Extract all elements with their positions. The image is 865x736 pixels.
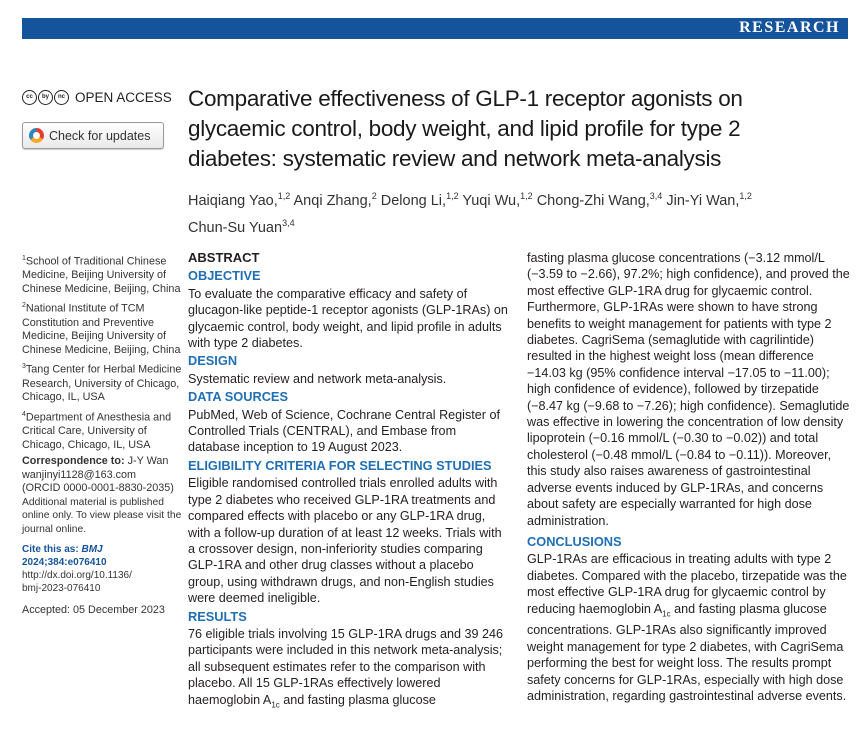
author-list: [188, 185, 828, 239]
conclusions-text: GLP-1RAs are efficacious in treating adults with type 2 diabetes. Compared with the placebo, tirzepatide was the most effective GLP-1RA drug for glycaemic control by reducing haemoglobin $A_{1c}$ and fasting plasma glucose concentrations. GLP-1RAs also significantly improved weight management for type 2 diabetes, with CagriSema performing the best for weight loss. The results prompt safety concerns for GLP-1RAs, especially with high dose administration, regarding gastrointestinal adverse events.: [527, 552, 847, 704]
cc-icon: cc: [22, 90, 37, 105]
accepted-date: Accepted: 05 December 2023: [22, 603, 165, 616]
by-icon: by: [38, 90, 53, 105]
check-for-updates-button[interactable]: [22, 122, 164, 149]
affiliation: $^1$School of Traditional Chinese Medicine, Beijing University of Chinese Medicine, Beijing, China: [22, 255, 181, 295]
eligibility-heading: ELIGIBILITY CRITERIA FOR SELECTING STUDIES: [188, 457, 492, 473]
cite-journal: BMJ: [81, 543, 103, 555]
author[interactable]: Delong Li,$^{1,2}$: [380, 191, 459, 209]
abstract-column-2: [527, 250, 853, 706]
data-sources-text: PubMed, Web of Science, Cochrane Central Register of Controlled Trials (CENTRAL), and Embase from database inception to 19 August 2023.: [188, 407, 500, 455]
cite-label: Cite this as:: [22, 543, 79, 555]
results-heading: RESULTS: [188, 608, 247, 624]
doi-link[interactable]: http://dx.doi.org/10.1136/: [22, 569, 132, 581]
author[interactable]: Chong-Zhi Wang,$^{3,4}$: [536, 191, 663, 209]
correspondence: [22, 455, 182, 469]
affiliation: $^2$National Institute of TCM Constitution and Preventive Medicine, Beijing University of Chinese Medicine, Beijing, China: [22, 302, 181, 356]
design-heading: DESIGN: [188, 353, 238, 369]
open-access-badge[interactable]: [22, 88, 172, 106]
author[interactable]: Jin-Yi Wan,$^{1,2}$: [666, 191, 752, 209]
orcid-link[interactable]: (ORCID 0000-0001-8830-2035): [22, 482, 174, 495]
additional-material-note: Additional material is published online only. To view please visit the journal online.: [22, 496, 182, 536]
creative-commons-license-icon: [22, 90, 69, 105]
results-text: 76 eligible trials involving 15 GLP-1RA drugs and 39 246 participants were included in this network meta-analysis; all subsequent estimates refer to the comparison with placebo. All 15 GLP-1RAs effectively lowered haemoglobin $A_{1c}$ and fasting plasma glucose: [188, 626, 504, 710]
email-link[interactable]: wanjinyi1128@163.com: [22, 468, 136, 481]
correspondence-name: J-Y Wan: [127, 455, 169, 468]
author[interactable]: Yuqi Wu,$^{1,2}$: [462, 191, 533, 209]
author[interactable]: Anqi Zhang,$^2$: [293, 191, 377, 209]
affiliation: $^4$Department of Anesthesia and Critical Care, University of Chicago, Chicago, IL, USA: [22, 410, 172, 451]
correspondence-label: Correspondence to:: [22, 455, 125, 468]
author[interactable]: Haiqiang Yao,$^{1,2}$: [188, 191, 291, 209]
article-title: Comparative effectiveness of GLP-1 receptor agonists on glycaemic control, body weight, and lipid profile for type 2 diabetes: systematic review and network meta-analysis: [188, 86, 743, 171]
check-for-updates-label: Check for updates: [49, 128, 151, 143]
design-text: Systematic review and network meta-analysis.: [188, 371, 447, 386]
abstract-heading: ABSTRACT: [188, 250, 260, 265]
nc-icon: nc: [54, 90, 69, 105]
affiliation: $^3$Tang Center for Herbal Medicine Research, University of Chicago, Chicago, IL, USA: [22, 363, 182, 404]
open-access-label: OPEN ACCESS: [75, 89, 172, 105]
article-sidebar: [22, 252, 182, 617]
doi-link-cont[interactable]: bmj-2023-076410: [22, 582, 101, 594]
section-banner: [22, 18, 848, 39]
objective-text: To evaluate the comparative efficacy and safety of glucagon-like peptide-1 receptor agonists (GLP-1RAs) on glycaemic control, body weight, and lipid profile in adults with type 2 diabetes.: [188, 286, 508, 351]
eligibility-text: Eligible randomised controlled trials enrolled adults with type 2 diabetes who received GLP-1RA treatments and compared effects with placebo or any GLP-1RA drug, with a follow-up duration of at least 12 weeks. Trials with a crossover design, non-inferiority studies comparing GLP-1RA and other drug classes without a placebo group, using withdrawn drugs, and non-English studies were deemed ineligible.: [188, 476, 502, 606]
conclusions-heading: CONCLUSIONS: [527, 533, 622, 549]
results-text-continued: fasting plasma glucose concentrations (−3.12 mmol/L (−3.59 to −2.66), 97.2%; high confidence), and proved the most effective GLP-1RA drug for glycaemic control. Furthermore, GLP-1RAs were shown to have strong benefits to weight management for patients with type 2 diabetes. CagriSema (semaglutide with cagrilintide) resulted in the highest weight loss (mean difference −14.03 kg (95% confidence interval −17.05 to −11.00); high confidence of evidence), followed by tirzepatide (−8.47 kg (−9.68 to −7.26); high confidence). Semaglutide was effective in lowering the concentration of low density lipoprotein (−0.16 mmol/L (−0.30 to −0.02)) and total cholesterol (−0.48 mmol/L (−0.84 to −0.11)). Moreover, this study also raises awareness of gastrointestinal adverse events induced by GLP-1RAs, and concerns about safety are especially warranted for high dose administration.: [527, 251, 850, 528]
objective-heading: OBJECTIVE: [188, 268, 261, 284]
data-sources-heading: DATA SOURCES: [188, 389, 289, 405]
abstract-column-1: [188, 250, 510, 715]
crossmark-icon: [29, 128, 44, 143]
author[interactable]: Chun-Su Yuan$^{3,4}$: [188, 217, 295, 236]
cite-ref: 2024;384:e076410: [22, 556, 107, 568]
citation: [22, 543, 182, 569]
banner-label: RESEARCH: [739, 19, 840, 36]
